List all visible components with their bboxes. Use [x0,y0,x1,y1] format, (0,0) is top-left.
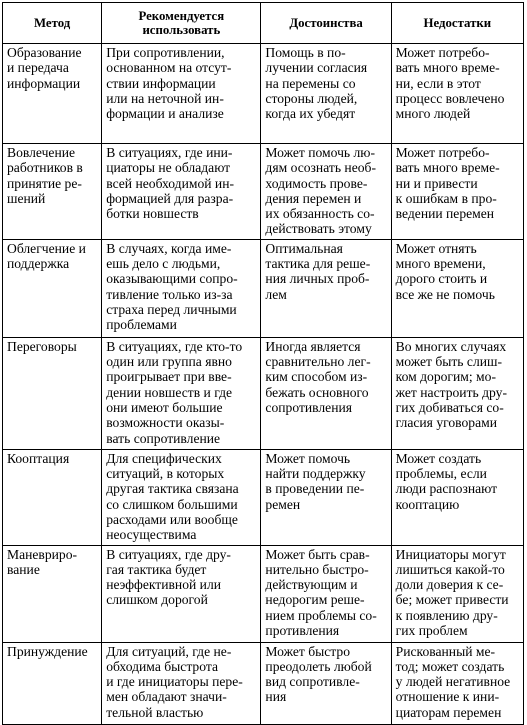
table-row [3,642,524,724]
disadvantages-cell: Во многих случаях может быть слиш- ком дорогим; мо- жет настроить дру- гих добиваться со- гласия уговорами [391,337,523,449]
disadvantages-cell: Рискованный ме- тод; может создать у людей негативное отношение к ини- циаторам перемен [391,642,523,724]
recommended-cell: Для специфических ситуаций, в которых другая тактика связана со слишком большими расходами или вообще неосуществима [102,449,261,545]
advantages-cell: Может помочь лю- дям осознать необ- ходимость прове- дения перемен и их обязанность со- действовать этому [261,144,391,240]
recommended-cell: При сопротивлении, основанном на отсут- ствии информации или на неточной ин- формации и анализе [102,44,261,144]
recommended-cell: Для ситуаций, где не- обходима быстрота и где инициаторы пере- мен обладают значи- тельной властью [102,642,261,724]
advantages-cell: Оптимальная тактика для реше- ния личных проб- лем [261,239,391,337]
disadvantages-cell: Может отнять много времени, дорого стоить и все же не помочь [391,239,523,337]
recommended-cell: В случаях, когда име- ешь дело с людьми, оказывающими сопро- тивление только из-за страха перед личными проблемами [102,239,261,337]
methods-table [2,2,524,725]
method-cell: Переговоры [3,337,102,449]
table-row [3,545,524,642]
advantages-cell: Помощь в по- лучении согласия на перемены со стороны людей, когда их убедят [261,44,391,144]
method-cell: Вовлечение работников в принятие ре- шений [3,144,102,240]
header-advantages: Достоинства [261,3,391,44]
header-recommended: Рекомендуется использовать [102,3,261,44]
recommended-cell: В ситуациях, где дру- гая тактика будет неэффективной или слишком дорогой [102,545,261,642]
header-method: Метод [3,3,102,44]
method-cell: Кооптация [3,449,102,545]
header-row [3,3,524,44]
recommended-cell: В ситуациях, где кто-то один или группа явно проигрывает при вве- дении новшеств и где они имеют большие возможности оказы- вать сопротивление [102,337,261,449]
method-cell: Облегчение и поддержка [3,239,102,337]
method-cell: Образование и передача информации [3,44,102,144]
table-row [3,239,524,337]
disadvantages-cell: Может создать проблемы, если люди распознают кооптацию [391,449,523,545]
advantages-cell: Иногда является сравнительно лег- ким способом из- бежать основного сопротивления [261,337,391,449]
method-cell: Маневриро- вание [3,545,102,642]
advantages-cell: Может быть срав- нительно быстро- действующим и недорогим реше- нием проблемы со- противления [261,545,391,642]
advantages-cell: Может быстро преодолеть любой вид сопротивле- ния [261,642,391,724]
table-row [3,337,524,449]
disadvantages-cell: Может потребо- вать много време- ни и привести к ошибкам в про- ведении перемен [391,144,523,240]
disadvantages-cell: Инициаторы могут лишиться какой-то доли доверия к се- бе; может привести к появлению дру- гих проблем [391,545,523,642]
table-row [3,144,524,240]
disadvantages-cell: Может потребо- вать много време- ни, если в этот процесс вовлечено много людей [391,44,523,144]
method-cell: Принуждение [3,642,102,724]
recommended-cell: В ситуациях, где ини- циаторы не обладают всей необходимой ин- формацией для разра- ботки новшеств [102,144,261,240]
table-row [3,44,524,144]
advantages-cell: Может помочь найти поддержку в проведении пе- ремен [261,449,391,545]
table-row [3,449,524,545]
header-disadvantages: Недостатки [391,3,523,44]
